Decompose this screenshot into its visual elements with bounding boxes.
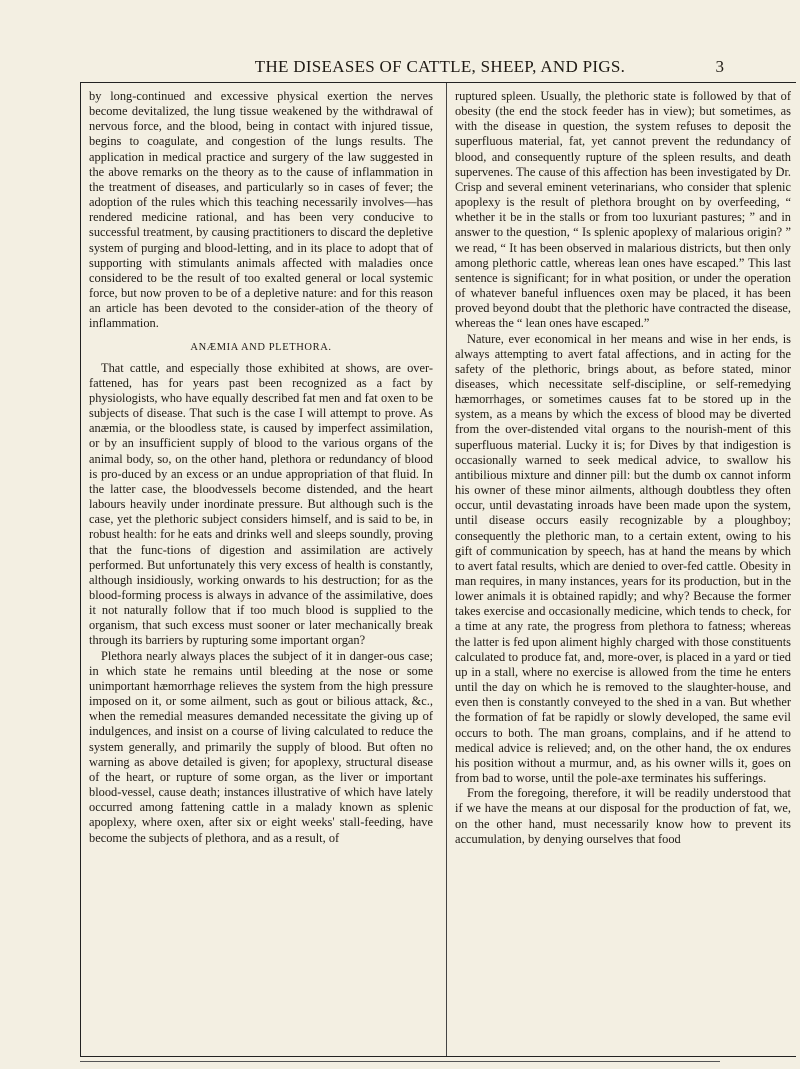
page-number: 3 [715, 57, 724, 76]
right-column [455, 89, 791, 847]
paragraph: From the foregoing, therefore, it will be readily understood that if we have the means at our disposal for the production of fat, we, on the other hand, must necessarily know how to prevent its accumulation, by denying ourselves that food [455, 786, 791, 846]
page-header [80, 57, 800, 79]
paragraph: Plethora nearly always places the subject of it in danger-ous case; in which state he remains until bleeding at the nose or some unimportant hæmorrhage relieves the system from the high pressure imposed on it, or some ailment, such as gout or bilious attack, &c., when the remedial measures demanded necessitate the giving up of indulgences, and insist on a course of living calculated to reduce the system generally, and primarily the supply of blood. But often no warning as above detailed is given; for apoplexy, structural disease of the heart, or rupture of some organ, as the liver or important blood-vessel, cause death; instances illustrative of which have lately occurred among fattening cattle in a malady known as splenic apoplexy, where oxen, after six or eight weeks' stall-feeding, have become the subjects of plethora, and as a result, of [89, 648, 433, 845]
paragraph: That cattle, and especially those exhibited at shows, are over-fattened, has for years past been recognized as a fact by physiologists, who have equally described fat men and fat oxen to be subjects of disease. That such is the case I will attempt to prove. As anæmia, or the bloodless state, is caused by imperfect assimilation, or by an insufficient supply of blood to the various organs of the animal body, so, on the other hand, plethora or redundancy of blood is pro-duced by an excess or an undue appropriation of that fluid. In the latter case, the bloodvessels become distended, and the heart labours heavily under inordinate pressure. But although such is the case, yet the plethoric subject considers himself, and is said to be, in robust health: for he eats and drinks well and sleeps soundly, proving that the func-tions of digestion and assimilation are actively performed. But unfortunately this very excess of health is constantly, although insidiously, working onwards to his destruction; for as the blood-forming process is always in advance of the assimilative, does it not naturally follow that if too much blood is supplied to the organism, that such excess must sooner or later mechanically break through its barriers by rupturing some important organ? [89, 360, 433, 648]
bottom-rule [80, 1061, 720, 1062]
text-frame [80, 82, 796, 1057]
section-heading: ANÆMIA AND PLETHORA. [190, 341, 332, 353]
left-column [89, 89, 433, 846]
paragraph: Nature, ever economical in her means and wise in her ends, is always attempting to avert fatal affections, and in acting for the safety of the plethoric, brings about, as before stated, minor diseases, which necessitate self-discipline, or self-remedying hæmorrhages, or sometimes causes fat to be stored up in the system, as a means by which the excess of blood may be diverted from the over-distended vital organs to the nourish-ment of this superfluous material. Lucky it is; for Dives by that indigestion is occasionally warned to seek medical advice, to swallow his antibilious mixture and dinner pill: but the dumb ox cannot inform his owner of these minor ailments, although doubtless they often occur, until devastating inroads have been made upon the system, until disease occurs easily recognizable by a ploughboy; consequently the plethoric man, to a certain extent, owing to his gift of communication by speech, has at hand the means by which to avert fatal results, which are denied to over-fed cattle. Obesity in man requires, in many instances, years for its production, but in the lower animals it is obtained rapidly; and why? Because the former takes exercise and occasionally medicine, which tends to check, for a time at any rate, the progress from plethora to fatness; whereas the latter is fed upon aliment highly charged with those constituents calculated to produce fat, and, more-over, is placed in a yard or tied up in a stall, where no exercise is allowed from the time he enters until the day on which he is removed to the slaughter-house, and even then is constantly conveyed to the shed in a van. But whether the formation of fat be rapidly or slowly developed, the same evil occurs to both. The man groans, complains, and if he attend to medical advice is relieved; and, on the other hand, the ox endures his position without a murmur, and, as his owner wills it, goes on from bad to worse, until the pole-axe terminates his sufferings. [455, 331, 791, 786]
paragraph: ruptured spleen. Usually, the plethoric state is followed by that of obesity (the end the stock feeder has in view); but sometimes, as with the disease in question, the system refuses to deposit the superfluous material, fat, yet cannot prevent the redundancy of blood, and consequently rupture of the spleen results, and death supervenes. The cause of this affection has been investigated by Dr. Crisp and several eminent veterinarians, who consider that splenic apoplexy is the result of plethora brought on by overfeeding, “ whether it be in the stalls or from too luxuriant pastures; ” and in answer to the question, “ Is splenic apoplexy of malarious origin? ” we read, “ It has been observed in malarious districts, but then only among plethoric cattle, whereas lean ones have escaped.” This last sentence is significant; for in what position, or under the operation of whatever baneful influences oxen may be placed, it has been proved beyond doubt that the plethoric have contracted the disease, whereas the “ lean ones have escaped.” [455, 89, 791, 331]
running-title: THE DISEASES OF CATTLE, SHEEP, AND PIGS. [254, 57, 626, 76]
paragraph: by long-continued and excessive physical exertion the nerves become devitalized, the lung tissue weakened by the withdrawal of nervous force, and the blood, being in contact with injured tissue, begins to coagulate, and congestion of the lungs results. The application in medical practice and surgery of the law suggested in the above remarks on the theory as to the cause of inflammation in the treatment of diseases, and particularly so in cases of fever; the adoption of the rules which this teaching necessarily involves—has rendered medicine rational, and has been very conducive to successful treatment, by causing practitioners to discard the depletive system of purging and blood-letting, and in its place to adopt that of supporting with stimulants animals affected with maladies once considered to be the result of too exalted general or local systemic force, but now proven to be of a depletive nature: and for this reason an article has been devoted to the consider-ation of the theory of inflammation. [89, 89, 433, 331]
column-divider [446, 83, 447, 1056]
